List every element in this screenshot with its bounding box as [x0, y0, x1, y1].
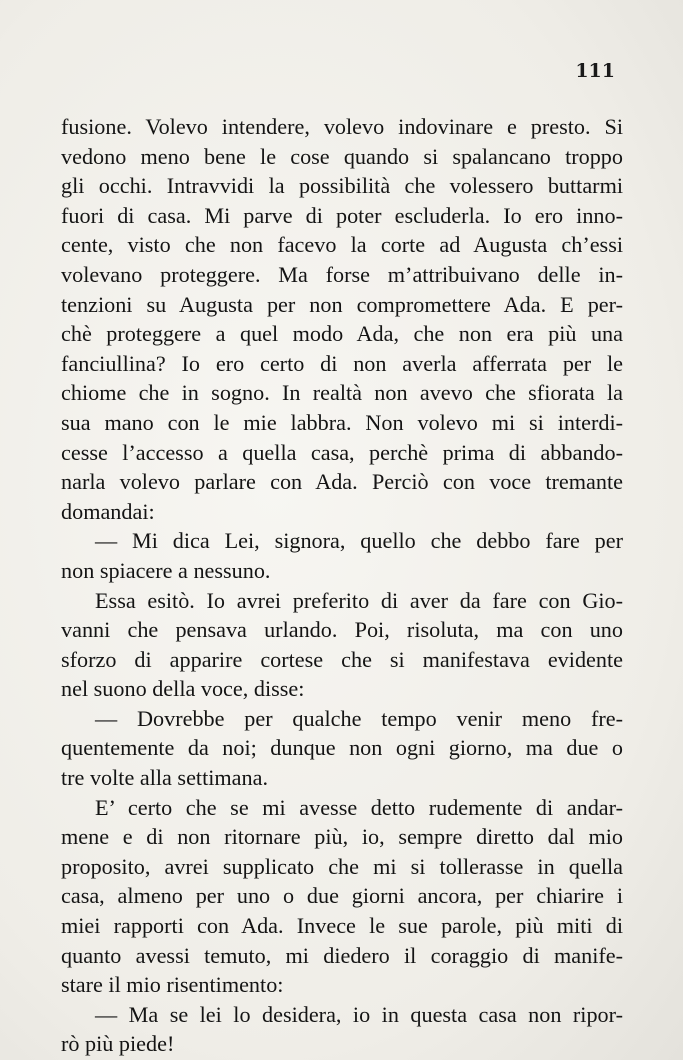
text-line: proposito, avrei supplicato che mi si tollerasse in quella [61, 853, 623, 879]
text-line: narla volevo parlare con Ada. Perciò con voce tremante [61, 469, 623, 495]
text-line: quentemente da noi; dunque non ogni giorno, ma due o [61, 735, 623, 761]
text-line: quanto avessi temuto, mi diedero il coraggio di manife- [61, 942, 623, 968]
page-number: 111 [575, 60, 615, 82]
text-line: tenzioni su Augusta per non compromettere Ada. E per- [61, 291, 623, 317]
text-line: — Mi dica Lei, signora, quello che debbo fare per [95, 528, 623, 554]
text-line: cente, visto che non facevo la corte ad Augusta ch’essi [61, 232, 623, 258]
text-line: domandai: [61, 498, 155, 524]
text-line: chè proteggere a quel modo Ada, che non era più una [61, 321, 623, 347]
text-line: E’ certo che se mi avesse detto rudemente di andar- [95, 794, 623, 820]
text-line: fusione. Volevo intendere, volevo indovinare e presto. Si [61, 114, 623, 139]
text-line: gli occhi. Intravvidi la possibilità che volessero buttarmi [61, 173, 623, 199]
text-line: chiome che in sogno. In realtà non avevo che sfiorata la [61, 380, 623, 406]
text-line: Essa esitò. Io avrei preferito di aver da fare con Gio- [95, 587, 623, 613]
text-line: miei rapporti con Ada. Invece le sue parole, più miti di [61, 913, 623, 939]
text-line: rò più piede! [61, 1031, 175, 1057]
text-line: nel suono della voce, disse: [61, 676, 305, 702]
text-line: stare il mio risentimento: [61, 972, 284, 998]
text-line: non spiacere a nessuno. [61, 557, 271, 583]
text-line: cesse l’accesso a quella casa, perchè prima di abbando- [61, 439, 623, 465]
text-line: vedono meno bene le cose quando si spalancano troppo [61, 143, 623, 169]
text-line: sua mano con le mie labbra. Non volevo mi si interdi- [61, 409, 623, 435]
text-line: volevano proteggere. Ma forse m’attribuivano delle in- [61, 261, 623, 287]
text-line: — Ma se lei lo desidera, io in questa casa non ripor- [95, 1001, 623, 1027]
text-line: mene e di non ritornare più, io, sempre diretto dal mio [61, 824, 623, 850]
text-line: sforzo di apparire cortese che si manifestava evidente [61, 646, 623, 672]
text-line: fanciullina? Io ero certo di non averla afferrata per le [61, 350, 623, 376]
text-line: casa, almeno per uno o due giorni ancora, per chiarire i [61, 883, 623, 909]
text-line: — Dovrebbe per qualche tempo venir meno fre- [95, 705, 623, 731]
text-line: fuori di casa. Mi parve di poter escluderla. Io ero inno- [61, 202, 623, 228]
page-body-text [61, 112, 623, 1059]
text-line: tre volte alla settimana. [61, 765, 269, 791]
text-line: vanni che pensava urlando. Poi, risoluta, ma con uno [61, 617, 623, 643]
